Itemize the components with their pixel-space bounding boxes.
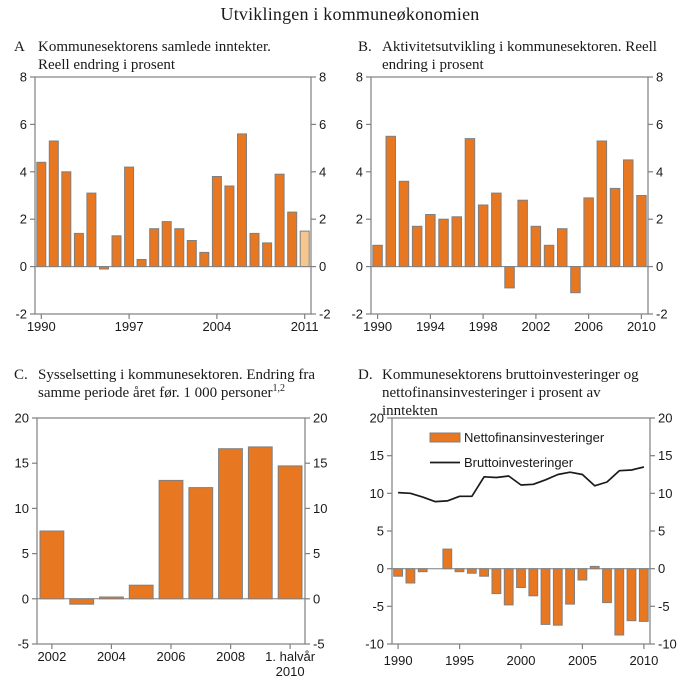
svg-text:6: 6 xyxy=(656,116,664,132)
panel-d-caption-line3: inntekten xyxy=(382,403,438,419)
svg-text:1990: 1990 xyxy=(26,319,56,334)
svg-text:10: 10 xyxy=(313,500,328,516)
svg-text:2: 2 xyxy=(355,211,363,227)
svg-text:1994: 1994 xyxy=(415,319,445,334)
svg-text:-2: -2 xyxy=(656,306,668,322)
svg-text:0: 0 xyxy=(658,561,666,577)
svg-text:2004: 2004 xyxy=(202,319,232,334)
svg-text:-5: -5 xyxy=(372,598,384,614)
panel-b-chart xyxy=(350,70,700,347)
svg-text:0: 0 xyxy=(319,259,327,275)
svg-text:0: 0 xyxy=(656,259,664,275)
panel-a-label: A xyxy=(14,39,25,55)
svg-text:15: 15 xyxy=(14,455,29,471)
panel-b-caption-line1: Aktivitetsutvikling i kommunesektoren. Reell xyxy=(382,39,657,55)
svg-text:5: 5 xyxy=(376,523,384,539)
svg-text:2005: 2005 xyxy=(567,653,597,668)
footnote-marker: 1,2 xyxy=(272,383,285,394)
svg-text:20: 20 xyxy=(658,410,673,426)
panel-d-caption-line1: Kommunesektorens bruttoinvesteringer og xyxy=(382,367,639,383)
svg-text:6: 6 xyxy=(355,116,363,132)
panel-d-chart xyxy=(350,408,700,694)
panel-b-caption xyxy=(358,38,657,74)
panel-a-caption xyxy=(14,38,271,74)
svg-text:2010: 2010 xyxy=(626,319,656,334)
svg-text:1. halvår: 1. halvår xyxy=(265,649,316,664)
chart-a-canvas xyxy=(0,70,336,342)
svg-text:8: 8 xyxy=(19,70,27,85)
svg-text:2: 2 xyxy=(19,211,27,227)
svg-text:10: 10 xyxy=(658,485,673,501)
svg-text:2: 2 xyxy=(656,211,664,227)
svg-text:2006: 2006 xyxy=(156,649,186,664)
svg-text:1995: 1995 xyxy=(445,653,475,668)
svg-text:20: 20 xyxy=(14,410,29,426)
svg-text:8: 8 xyxy=(355,70,363,85)
legend-bar-swatch xyxy=(430,433,460,442)
svg-text:15: 15 xyxy=(369,448,384,464)
panel-d-label: D. xyxy=(358,367,373,383)
svg-text:1990: 1990 xyxy=(363,319,393,334)
svg-text:2010: 2010 xyxy=(275,664,305,679)
svg-text:20: 20 xyxy=(313,410,328,426)
svg-text:-5: -5 xyxy=(313,636,325,652)
svg-text:2002: 2002 xyxy=(37,649,67,664)
svg-text:2008: 2008 xyxy=(216,649,246,664)
panel-c-label: C. xyxy=(14,367,28,383)
svg-text:8: 8 xyxy=(656,70,664,85)
svg-text:10: 10 xyxy=(369,485,384,501)
legend-label: Bruttoinvesteringer xyxy=(464,455,574,470)
svg-text:-2: -2 xyxy=(351,306,363,322)
svg-text:4: 4 xyxy=(355,164,363,180)
svg-text:1998: 1998 xyxy=(468,319,498,334)
panel-a-caption-line1: Kommunesektorens samlede inntekter. xyxy=(38,39,271,55)
panel-c-caption-line2: samme periode året før. 1 000 personer$^{1,2}$ xyxy=(38,383,285,401)
svg-text:0: 0 xyxy=(21,591,29,607)
svg-text:10: 10 xyxy=(14,500,29,516)
svg-text:8: 8 xyxy=(319,70,327,85)
svg-text:4: 4 xyxy=(319,164,327,180)
svg-text:-2: -2 xyxy=(319,306,331,322)
svg-text:-10: -10 xyxy=(365,636,384,652)
chart-c-canvas xyxy=(0,408,336,694)
panel-a-caption-line2: Reell endring i prosent xyxy=(38,57,176,73)
panel-c-chart xyxy=(0,408,336,694)
svg-text:0: 0 xyxy=(355,259,363,275)
svg-text:1990: 1990 xyxy=(383,653,413,668)
svg-text:2004: 2004 xyxy=(96,649,126,664)
svg-text:-5: -5 xyxy=(658,598,670,614)
svg-text:5: 5 xyxy=(658,523,666,539)
panel-c-caption xyxy=(14,366,315,402)
svg-text:1997: 1997 xyxy=(114,319,144,334)
svg-text:2002: 2002 xyxy=(521,319,551,334)
svg-text:4: 4 xyxy=(19,164,27,180)
svg-text:2: 2 xyxy=(319,211,327,227)
svg-text:2006: 2006 xyxy=(574,319,604,334)
svg-text:2010: 2010 xyxy=(629,653,659,668)
legend-label: Nettofinansinvesteringer xyxy=(464,430,605,445)
panel-b-caption-line2: endring i prosent xyxy=(382,57,484,73)
panel-c-caption-line1: Sysselsetting i kommunesektoren. Endring fra xyxy=(38,367,316,383)
svg-text:6: 6 xyxy=(19,116,27,132)
svg-text:5: 5 xyxy=(21,546,29,562)
svg-text:15: 15 xyxy=(658,448,673,464)
panel-a-chart xyxy=(0,70,336,347)
svg-text:2000: 2000 xyxy=(506,653,536,668)
svg-text:6: 6 xyxy=(319,116,327,132)
panel-d-caption-line2: nettofinansinvesteringer i prosent av xyxy=(382,385,601,401)
svg-text:20: 20 xyxy=(369,410,384,426)
svg-text:-5: -5 xyxy=(17,636,29,652)
chart-d-canvas xyxy=(350,408,700,694)
svg-text:2011: 2011 xyxy=(290,319,319,334)
svg-text:-10: -10 xyxy=(658,636,677,652)
figure-title: Utviklingen i kommuneøkonomien xyxy=(220,4,480,24)
svg-text:0: 0 xyxy=(313,591,321,607)
svg-text:-2: -2 xyxy=(15,306,27,322)
panel-b-label: B. xyxy=(358,39,372,55)
svg-text:5: 5 xyxy=(313,546,321,562)
svg-text:0: 0 xyxy=(376,561,384,577)
svg-text:0: 0 xyxy=(19,259,27,275)
chart-b-canvas xyxy=(350,70,700,342)
svg-text:4: 4 xyxy=(656,164,664,180)
svg-text:15: 15 xyxy=(313,455,328,471)
